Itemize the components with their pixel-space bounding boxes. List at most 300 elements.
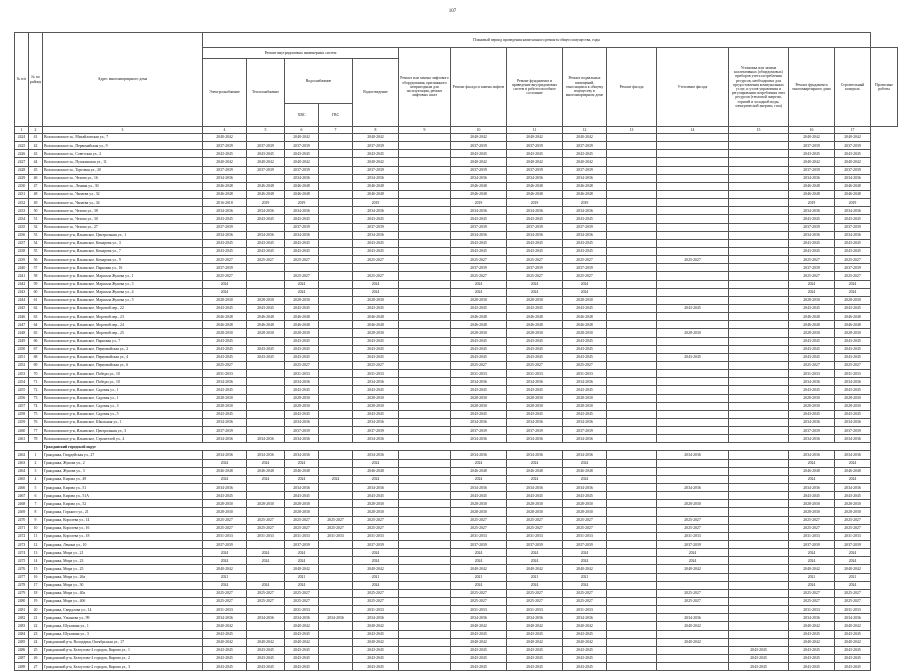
table-cell <box>657 272 729 280</box>
table-cell <box>319 174 353 182</box>
table-cell <box>319 451 353 459</box>
table-cell: 2037-2039 <box>353 427 399 435</box>
table-cell <box>607 638 657 646</box>
table-cell <box>247 272 285 280</box>
table-cell <box>607 573 657 581</box>
table-row <box>15 190 898 198</box>
table-cell: 2043-2045 <box>563 337 607 345</box>
table-cell: 2024 <box>835 557 871 565</box>
table-cell <box>319 386 353 394</box>
table-cell: 2019 <box>563 199 607 207</box>
table-cell: 2031-2033 <box>507 370 563 378</box>
table-cell: Волоколамское р-н, Ильинское, Садовая ул., 5 <box>43 410 203 418</box>
table-cell: 2487 <box>15 655 29 663</box>
table-cell: 2028-2030 <box>507 394 563 402</box>
column-number: 12 <box>563 127 607 134</box>
table-cell: 2046-2048 <box>451 467 507 475</box>
table-cell: 2043-2045 <box>789 247 835 255</box>
table-cell: 2040-2042 <box>563 622 607 630</box>
table-cell: 2028-2030 <box>353 500 399 508</box>
table-cell: 2034-2036 <box>353 378 399 386</box>
table-cell: 2034-2036 <box>451 484 507 492</box>
table-cell: 2046-2048 <box>203 467 247 475</box>
table-cell: 2043-2045 <box>563 655 607 663</box>
table-cell: 2043-2045 <box>835 646 871 654</box>
table-cell <box>729 247 789 255</box>
table-cell <box>607 549 657 557</box>
table-cell: 2464 <box>15 467 29 475</box>
col-internal-systems: Ремонт внутридомовых инженерных систем <box>203 48 399 59</box>
table-cell: Гражданка, Кирова ул., 51 <box>43 484 203 492</box>
table-cell <box>247 573 285 581</box>
table-cell: 2025-2027 <box>353 272 399 280</box>
table-cell: Гражданка, Мира ул., 26а <box>43 573 203 581</box>
table-cell: 53 <box>29 231 43 239</box>
table-cell <box>247 378 285 386</box>
table-cell: 2043-2045 <box>789 239 835 247</box>
table-cell: 2046-2048 <box>507 190 563 198</box>
table-cell: 2021 <box>835 573 871 581</box>
table-cell: 2034-2036 <box>285 451 319 459</box>
table-cell: 2028-2030 <box>451 402 507 410</box>
table-cell <box>247 264 285 272</box>
table-cell <box>729 223 789 231</box>
table-row <box>15 606 898 614</box>
table-cell <box>399 524 451 532</box>
table-cell <box>607 378 657 386</box>
table-row <box>15 321 898 329</box>
table-cell <box>607 223 657 231</box>
table-cell: 2034-2036 <box>507 484 563 492</box>
table-cell: 2034-2036 <box>203 207 247 215</box>
table-cell <box>729 524 789 532</box>
table-cell <box>247 606 285 614</box>
table-cell: 2043-2045 <box>285 410 319 418</box>
table-cell <box>399 247 451 255</box>
table-row <box>15 638 898 646</box>
table-cell: 2024 <box>451 475 507 483</box>
table-cell <box>319 598 353 606</box>
table-cell <box>399 402 451 410</box>
table-cell <box>607 288 657 296</box>
table-cell: 2428 <box>15 166 29 174</box>
table-cell <box>319 288 353 296</box>
table-cell: 8 <box>29 508 43 516</box>
table-cell: 2028-2030 <box>285 394 319 402</box>
table-cell: 2043-2045 <box>835 215 871 223</box>
table-cell: 77 <box>29 427 43 435</box>
table-cell <box>399 427 451 435</box>
table-cell <box>729 231 789 239</box>
table-cell <box>319 321 353 329</box>
table-cell: Волоколамское р-н, Ильинское, Парковая ул., 16 <box>43 264 203 272</box>
table-cell: 5 <box>29 484 43 492</box>
table-cell: 2025-2027 <box>285 598 319 606</box>
table-cell <box>607 614 657 622</box>
table-cell: 75 <box>29 410 43 418</box>
table-cell: 9 <box>29 516 43 524</box>
table-row <box>15 459 898 467</box>
table-cell: 2043-2045 <box>353 337 399 345</box>
table-cell: 2034-2036 <box>563 378 607 386</box>
table-cell: 2043-2045 <box>247 215 285 223</box>
table-cell: 2037-2039 <box>203 166 247 174</box>
table-cell: 2025-2027 <box>451 589 507 597</box>
table-cell: 2024 <box>451 549 507 557</box>
table-cell: Гражданка, Жукова ул., 3 <box>43 467 203 475</box>
table-cell: 2046-2048 <box>285 190 319 198</box>
table-cell <box>729 614 789 622</box>
table-cell: 2024 <box>507 581 563 589</box>
table-cell: 2043-2045 <box>563 247 607 255</box>
table-cell: 2024 <box>789 557 835 565</box>
table-cell: 2040-2042 <box>203 134 247 142</box>
table-cell: 2025-2027 <box>507 256 563 264</box>
table-cell: 2028-2030 <box>203 296 247 304</box>
table-cell: Волоколамское р-н, Ильинское, Комарова ул., 7 <box>43 247 203 255</box>
table-cell <box>319 199 353 207</box>
table-cell: 2028-2030 <box>285 508 319 516</box>
table-cell <box>729 288 789 296</box>
table-cell: 2043-2045 <box>451 304 507 312</box>
table-cell: 2452 <box>15 361 29 369</box>
table-cell: 17 <box>29 581 43 589</box>
table-cell: 2043-2045 <box>789 150 835 158</box>
table-cell <box>729 215 789 223</box>
table-cell <box>319 280 353 288</box>
column-number: 9 <box>399 127 451 134</box>
table-cell: 2034-2036 <box>789 418 835 426</box>
table-cell: 2024 <box>203 288 247 296</box>
table-cell: 2034-2036 <box>563 174 607 182</box>
table-cell: 2031-2033 <box>789 370 835 378</box>
table-cell: 64 <box>29 321 43 329</box>
table-cell: 2043-2045 <box>451 663 507 671</box>
table-cell <box>607 247 657 255</box>
table-cell <box>319 638 353 646</box>
table-cell: 2025-2027 <box>563 524 607 532</box>
table-cell: 2484 <box>15 630 29 638</box>
table-cell: 2043-2045 <box>353 386 399 394</box>
table-cell: 2429 <box>15 174 29 182</box>
table-cell: 2034-2036 <box>789 207 835 215</box>
table-cell <box>399 264 451 272</box>
table-cell: 2034-2036 <box>353 451 399 459</box>
table-cell: 2433 <box>15 207 29 215</box>
table-cell: 2475 <box>15 557 29 565</box>
table-cell: 2034-2036 <box>353 231 399 239</box>
table-cell <box>729 589 789 597</box>
table-cell: 2025-2027 <box>657 516 729 524</box>
table-cell: 2034-2036 <box>285 207 319 215</box>
table-cell: 2440 <box>15 264 29 272</box>
table-cell <box>399 166 451 174</box>
table-cell: 2025-2027 <box>451 272 507 280</box>
table-cell: 2034-2036 <box>451 174 507 182</box>
column-number: 4 <box>203 127 247 134</box>
col-basement: Ремонт фундамента и приведение внутридомовых систем в работоспособное состояние <box>507 48 563 127</box>
table-cell <box>607 353 657 361</box>
table-cell: 2025-2027 <box>789 589 835 597</box>
table-cell: 2034-2036 <box>451 378 507 386</box>
table-cell <box>319 337 353 345</box>
table-cell: 2034-2036 <box>451 614 507 622</box>
table-cell: Гражданка, Жукова ул., 2 <box>43 459 203 467</box>
table-cell: 2028-2030 <box>507 296 563 304</box>
table-cell: 2034-2036 <box>285 231 319 239</box>
table-cell: 2043-2045 <box>203 655 247 663</box>
table-cell: 2447 <box>15 321 29 329</box>
table-cell: 2043-2045 <box>353 492 399 500</box>
table-cell <box>399 223 451 231</box>
table-cell: 2025-2027 <box>247 516 285 524</box>
table-cell <box>285 264 319 272</box>
table-cell: 2040-2042 <box>285 622 319 630</box>
table-cell: 2034-2036 <box>563 451 607 459</box>
table-cell: 71 <box>29 378 43 386</box>
table-cell: 2460 <box>15 427 29 435</box>
table-cell <box>319 418 353 426</box>
table-cell: 2469 <box>15 508 29 516</box>
table-cell: 2025-2027 <box>353 516 399 524</box>
table-cell: 42 <box>29 142 43 150</box>
table-cell: 2025-2027 <box>657 589 729 597</box>
table-cell: 2025-2027 <box>789 272 835 280</box>
table-cell: 2034-2036 <box>789 231 835 239</box>
table-cell: 2046-2048 <box>507 321 563 329</box>
table-cell <box>607 207 657 215</box>
table-cell: 2046-2048 <box>247 467 285 475</box>
table-cell <box>399 565 451 573</box>
table-cell: 2046-2048 <box>247 182 285 190</box>
table-cell <box>319 606 353 614</box>
table-cell: 2043-2045 <box>451 630 507 638</box>
table-cell: 2040-2042 <box>789 134 835 142</box>
table-row <box>15 410 898 418</box>
table-cell <box>399 215 451 223</box>
table-row <box>15 484 898 492</box>
table-cell <box>319 378 353 386</box>
table-cell: 2021 <box>353 573 399 581</box>
table-cell: 2024 <box>835 288 871 296</box>
table-cell: 2046-2048 <box>451 313 507 321</box>
table-cell: 2028-2030 <box>789 500 835 508</box>
table-cell <box>729 337 789 345</box>
table-cell: 2480 <box>15 598 29 606</box>
table-cell: 2021 <box>563 573 607 581</box>
table-cell <box>729 272 789 280</box>
table-cell: 2031-2033 <box>203 532 247 540</box>
table-cell: 2040-2042 <box>247 158 285 166</box>
column-number: 8 <box>353 127 399 134</box>
table-cell <box>729 304 789 312</box>
table-cell: 2025-2027 <box>285 256 319 264</box>
table-cell <box>607 394 657 402</box>
table-cell: 2043-2045 <box>835 247 871 255</box>
table-cell <box>247 492 285 500</box>
table-cell: 2034-2036 <box>563 484 607 492</box>
table-cell: 63 <box>29 313 43 321</box>
table-cell: 2043-2045 <box>657 304 729 312</box>
table-cell <box>607 663 657 671</box>
table-cell: 2024 <box>319 475 353 483</box>
table-cell <box>319 541 353 549</box>
table-cell: 2427 <box>15 158 29 166</box>
table-cell: Гражданка, Кирова ул., 52 <box>43 500 203 508</box>
table-cell: 2043-2045 <box>353 646 399 654</box>
table-cell: 2043-2045 <box>353 150 399 158</box>
table-cell: 2040-2042 <box>835 158 871 166</box>
table-cell: 2040-2042 <box>563 565 607 573</box>
table-cell: 2046-2048 <box>563 190 607 198</box>
table-cell: 2025-2027 <box>563 256 607 264</box>
table-cell: 2482 <box>15 614 29 622</box>
table-cell <box>607 386 657 394</box>
table-cell <box>319 549 353 557</box>
table-cell: 2025-2027 <box>285 516 319 524</box>
table-cell: Гражданский р-н, Белоусово-2 городок, Кирова ул., 3 <box>43 663 203 671</box>
table-cell: 2046-2048 <box>789 321 835 329</box>
table-cell <box>729 475 789 483</box>
table-cell: 2025-2027 <box>451 598 507 606</box>
table-cell: 2037-2039 <box>789 427 835 435</box>
table-cell: Гражданка, Ленина ул., 10 <box>43 541 203 549</box>
table-cell: 2019 <box>353 199 399 207</box>
table-cell: 2043-2045 <box>203 386 247 394</box>
table-cell <box>319 361 353 369</box>
table-cell: 2028-2030 <box>789 329 835 337</box>
table-cell: 2037-2039 <box>203 427 247 435</box>
column-number-row <box>15 127 898 134</box>
table-cell: 2043-2045 <box>507 247 563 255</box>
table-cell: 2024 <box>285 557 319 565</box>
table-cell: 2034-2036 <box>451 231 507 239</box>
table-cell <box>399 190 451 198</box>
table-cell: Гражданский р-н, Володарка, Октябрьская ул., 17 <box>43 638 203 646</box>
table-cell: 2034-2036 <box>247 451 285 459</box>
table-cell: 2031-2033 <box>451 370 507 378</box>
table-cell <box>657 215 729 223</box>
table-cell <box>607 150 657 158</box>
table-body <box>15 134 898 671</box>
table-cell: 2043-2045 <box>203 663 247 671</box>
table-cell: 2025-2027 <box>353 361 399 369</box>
table-cell: 2037-2039 <box>789 264 835 272</box>
table-row <box>15 598 898 606</box>
table-cell: 2459 <box>15 418 29 426</box>
table-cell: 2025-2027 <box>203 524 247 532</box>
table-cell: Волоколамское р-н, Ильинское, Центральная ул., 3 <box>43 427 203 435</box>
table-cell: 26 <box>29 655 43 663</box>
table-cell: 2040-2042 <box>247 638 285 646</box>
table-row <box>15 663 898 671</box>
col-fire-protection: Ремонт фасада и замена лифтов <box>451 48 507 127</box>
table-cell <box>15 443 43 451</box>
table-cell: 2037-2039 <box>835 166 871 174</box>
table-cell <box>399 280 451 288</box>
table-cell: 2046-2048 <box>285 467 319 475</box>
table-cell <box>319 223 353 231</box>
table-cell <box>729 386 789 394</box>
table-cell: 2043-2045 <box>285 646 319 654</box>
table-cell: 2043-2045 <box>247 239 285 247</box>
table-cell: 2024 <box>789 288 835 296</box>
table-cell: 2025-2027 <box>451 516 507 524</box>
table-cell: 2043-2045 <box>247 345 285 353</box>
table-row <box>15 304 898 312</box>
table-cell: 2043-2045 <box>353 655 399 663</box>
table-cell: 2040-2042 <box>657 638 729 646</box>
table-cell: 2028-2030 <box>789 508 835 516</box>
table-cell: 2025-2027 <box>563 361 607 369</box>
table-cell <box>657 630 729 638</box>
table-cell: Волоколамское р-н, Ильинское, Центральная ул., 1 <box>43 231 203 239</box>
col-cold-water: ГВС <box>319 104 353 127</box>
table-cell: 2025-2027 <box>657 598 729 606</box>
table-cell: 2024 <box>563 475 607 483</box>
table-cell: 2025-2027 <box>563 598 607 606</box>
table-cell <box>247 565 285 573</box>
table-cell: 2037-2039 <box>353 142 399 150</box>
table-cell <box>399 451 451 459</box>
table-cell: 2043-2045 <box>451 353 507 361</box>
table-cell: 2037-2039 <box>789 166 835 174</box>
table-cell: 2024 <box>563 280 607 288</box>
table-cell: 2024 <box>285 475 319 483</box>
table-cell: Волоколамское ш., Чехова ул., 16 <box>43 174 203 182</box>
table-cell <box>729 239 789 247</box>
table-cell: 2028-2030 <box>835 296 871 304</box>
table-cell: 2043-2045 <box>247 646 285 654</box>
table-cell <box>607 630 657 638</box>
table-cell: 2034-2036 <box>319 614 353 622</box>
table-cell <box>319 166 353 174</box>
table-cell: 2037-2039 <box>247 166 285 174</box>
table-cell: 2037-2039 <box>835 541 871 549</box>
table-cell <box>729 394 789 402</box>
table-cell: Волоколамское ш., Торговая ул., 20 <box>43 166 203 174</box>
table-cell <box>319 329 353 337</box>
table-cell: 2037-2039 <box>247 142 285 150</box>
table-cell: 2037-2039 <box>451 264 507 272</box>
table-cell <box>657 182 729 190</box>
table-cell <box>247 386 285 394</box>
table-cell: Гражданка, Мира ул., 21 <box>43 549 203 557</box>
table-cell: 2025-2027 <box>247 598 285 606</box>
table-cell: 2034-2036 <box>789 378 835 386</box>
table-cell: 2025-2027 <box>835 598 871 606</box>
table-cell: 2034-2036 <box>285 484 319 492</box>
col-design-works: Проектные работы <box>871 48 898 127</box>
table-cell: 2479 <box>15 589 29 597</box>
table-cell: 2046-2048 <box>789 313 835 321</box>
table-cell <box>657 321 729 329</box>
table-cell: 2028-2030 <box>203 508 247 516</box>
table-cell: Гражданка, Мира ул., 30 <box>43 581 203 589</box>
table-cell <box>399 549 451 557</box>
table-row <box>15 532 898 540</box>
table-cell <box>319 492 353 500</box>
table-cell: 2034-2036 <box>203 484 247 492</box>
table-cell <box>729 182 789 190</box>
table-row <box>15 370 898 378</box>
table-cell: 2037-2039 <box>451 142 507 150</box>
table-cell: 2025-2027 <box>563 272 607 280</box>
table-cell: 2034-2036 <box>203 378 247 386</box>
table-cell: 2031-2033 <box>353 606 399 614</box>
table-row <box>15 622 898 630</box>
table-cell: 2034-2036 <box>451 435 507 443</box>
